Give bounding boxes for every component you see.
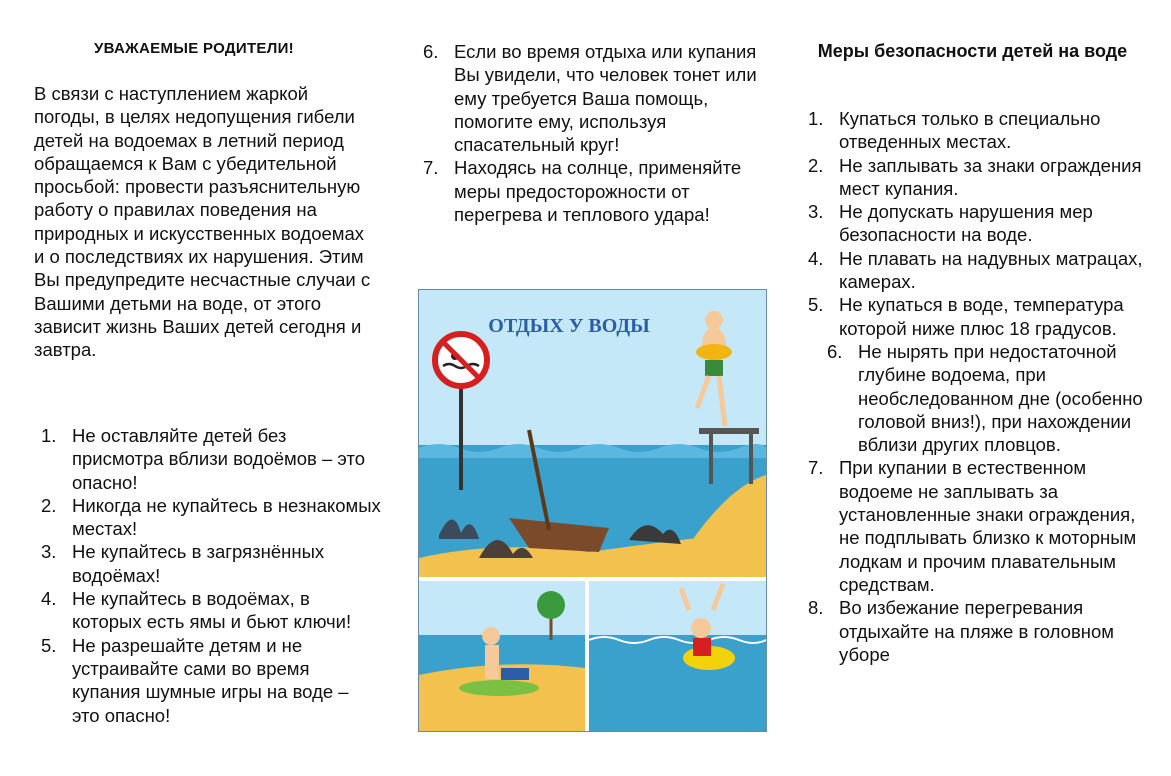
water-safety-poster [418, 289, 767, 732]
tree-icon [537, 591, 565, 619]
item-number: 4. [41, 588, 57, 610]
item-number: 8. [808, 597, 824, 619]
item-text: Если во время отдыха или купания Вы увидели, что человек тонет или ему требуется Ваша помощь, помогите ему, используя спасательный круг! [454, 41, 757, 156]
item-text: Не разрешайте детям и не устраивайте сами во время купания шумные игры на воде – это опасно! [72, 634, 349, 726]
item-number: 6. [827, 340, 843, 362]
list-item [41, 540, 381, 587]
safety-heading: Меры безопасности детей на воде [817, 41, 1128, 61]
item-text: Не допускать нарушения мер безопасности на воде. [839, 201, 1093, 246]
poster-illustration [419, 290, 766, 731]
item-number: 4. [808, 247, 824, 269]
item-number: 3. [808, 201, 824, 223]
item-text: Не оставляйте детей без присмотра вблизи водоёмов – это опасно! [72, 425, 366, 493]
item-text: Во избежание перегревания отдыхайте на пляже в головном уборе [839, 597, 1115, 665]
list-item [808, 247, 1143, 294]
list-item [808, 456, 1143, 596]
item-number: 7. [423, 157, 439, 179]
list-item [808, 154, 1143, 201]
safety-list [808, 107, 1143, 666]
item-number: 5. [41, 634, 57, 656]
parents-heading: УВАЖАЕМЫЕ РОДИТЕЛИ! [94, 40, 294, 57]
list-item [41, 634, 381, 727]
list-item [423, 40, 758, 156]
item-number: 2. [41, 494, 57, 516]
item-text: Не купаться в воде, температура которой ниже плюс 18 градусов. [839, 294, 1124, 339]
item-number: 5. [808, 294, 824, 316]
swimmer-on-pier-icon [705, 311, 723, 329]
pier-icon [699, 428, 759, 434]
item-text: При купании в естественном водоеме не заплывать за установленные знаки ограждения, не подплывать близко к моторным лодкам и прочим плавательным средствам. [839, 457, 1137, 595]
list-item [808, 200, 1143, 247]
drowning-boy-icon [691, 618, 711, 638]
item-number: 2. [808, 154, 824, 176]
list-item [808, 293, 1143, 340]
item-text: Не плавать на надувных матрацах, камерах. [839, 247, 1143, 293]
item-number: 3. [41, 541, 57, 563]
intro-paragraph: В связи с наступлением жаркой погоды, в целях недопущения гибели детей на водоемах в летний период обращаемся к Вам с убедительной просьбой: провести разъяснительную работу о правилах поведения на природных и искусственных водоемах и о последствиях их нарушения. Этим Вы предупредите несчастные случаи с Вашими детьми на воде, от этого зависит жизнь Ваших детей сегодня и завтра. [34, 83, 371, 361]
list-item [808, 596, 1143, 666]
item-text: Не купайтесь в водоёмах, в которых есть ямы и бьют ключи! [72, 588, 352, 633]
list-item [41, 587, 381, 634]
list-item [827, 340, 1143, 456]
item-text: Не купайтесь в загрязнённых водоёмах! [72, 541, 325, 586]
item-text: Находясь на солнце, применяйте меры предосторожности от перегрева и теплового удара! [454, 157, 742, 226]
item-number: 1. [41, 425, 57, 446]
rules-list-1 [41, 424, 381, 727]
list-item [808, 107, 1143, 154]
list-item [423, 156, 758, 226]
item-number: 6. [423, 41, 439, 62]
item-text: Не нырять при недостаточной глубине водоема, при необследованном дне (особенно головой вниз!), при нахождении вблизи других пловцов. [858, 340, 1143, 456]
item-number: 7. [808, 457, 824, 479]
list-item [41, 424, 381, 494]
rules-list-2 [423, 40, 758, 226]
item-text: Никогда не купайтесь в незнакомых местах! [72, 494, 381, 540]
sunbather-icon [482, 627, 500, 645]
list-item [41, 494, 381, 541]
poster-title: ОТДЫХ У ВОДЫ [488, 315, 650, 337]
item-text: Не заплывать за знаки ограждения мест купания. [839, 154, 1142, 199]
item-text: Купаться только в специально отведенных местах. [839, 108, 1101, 153]
item-number: 1. [808, 108, 824, 129]
